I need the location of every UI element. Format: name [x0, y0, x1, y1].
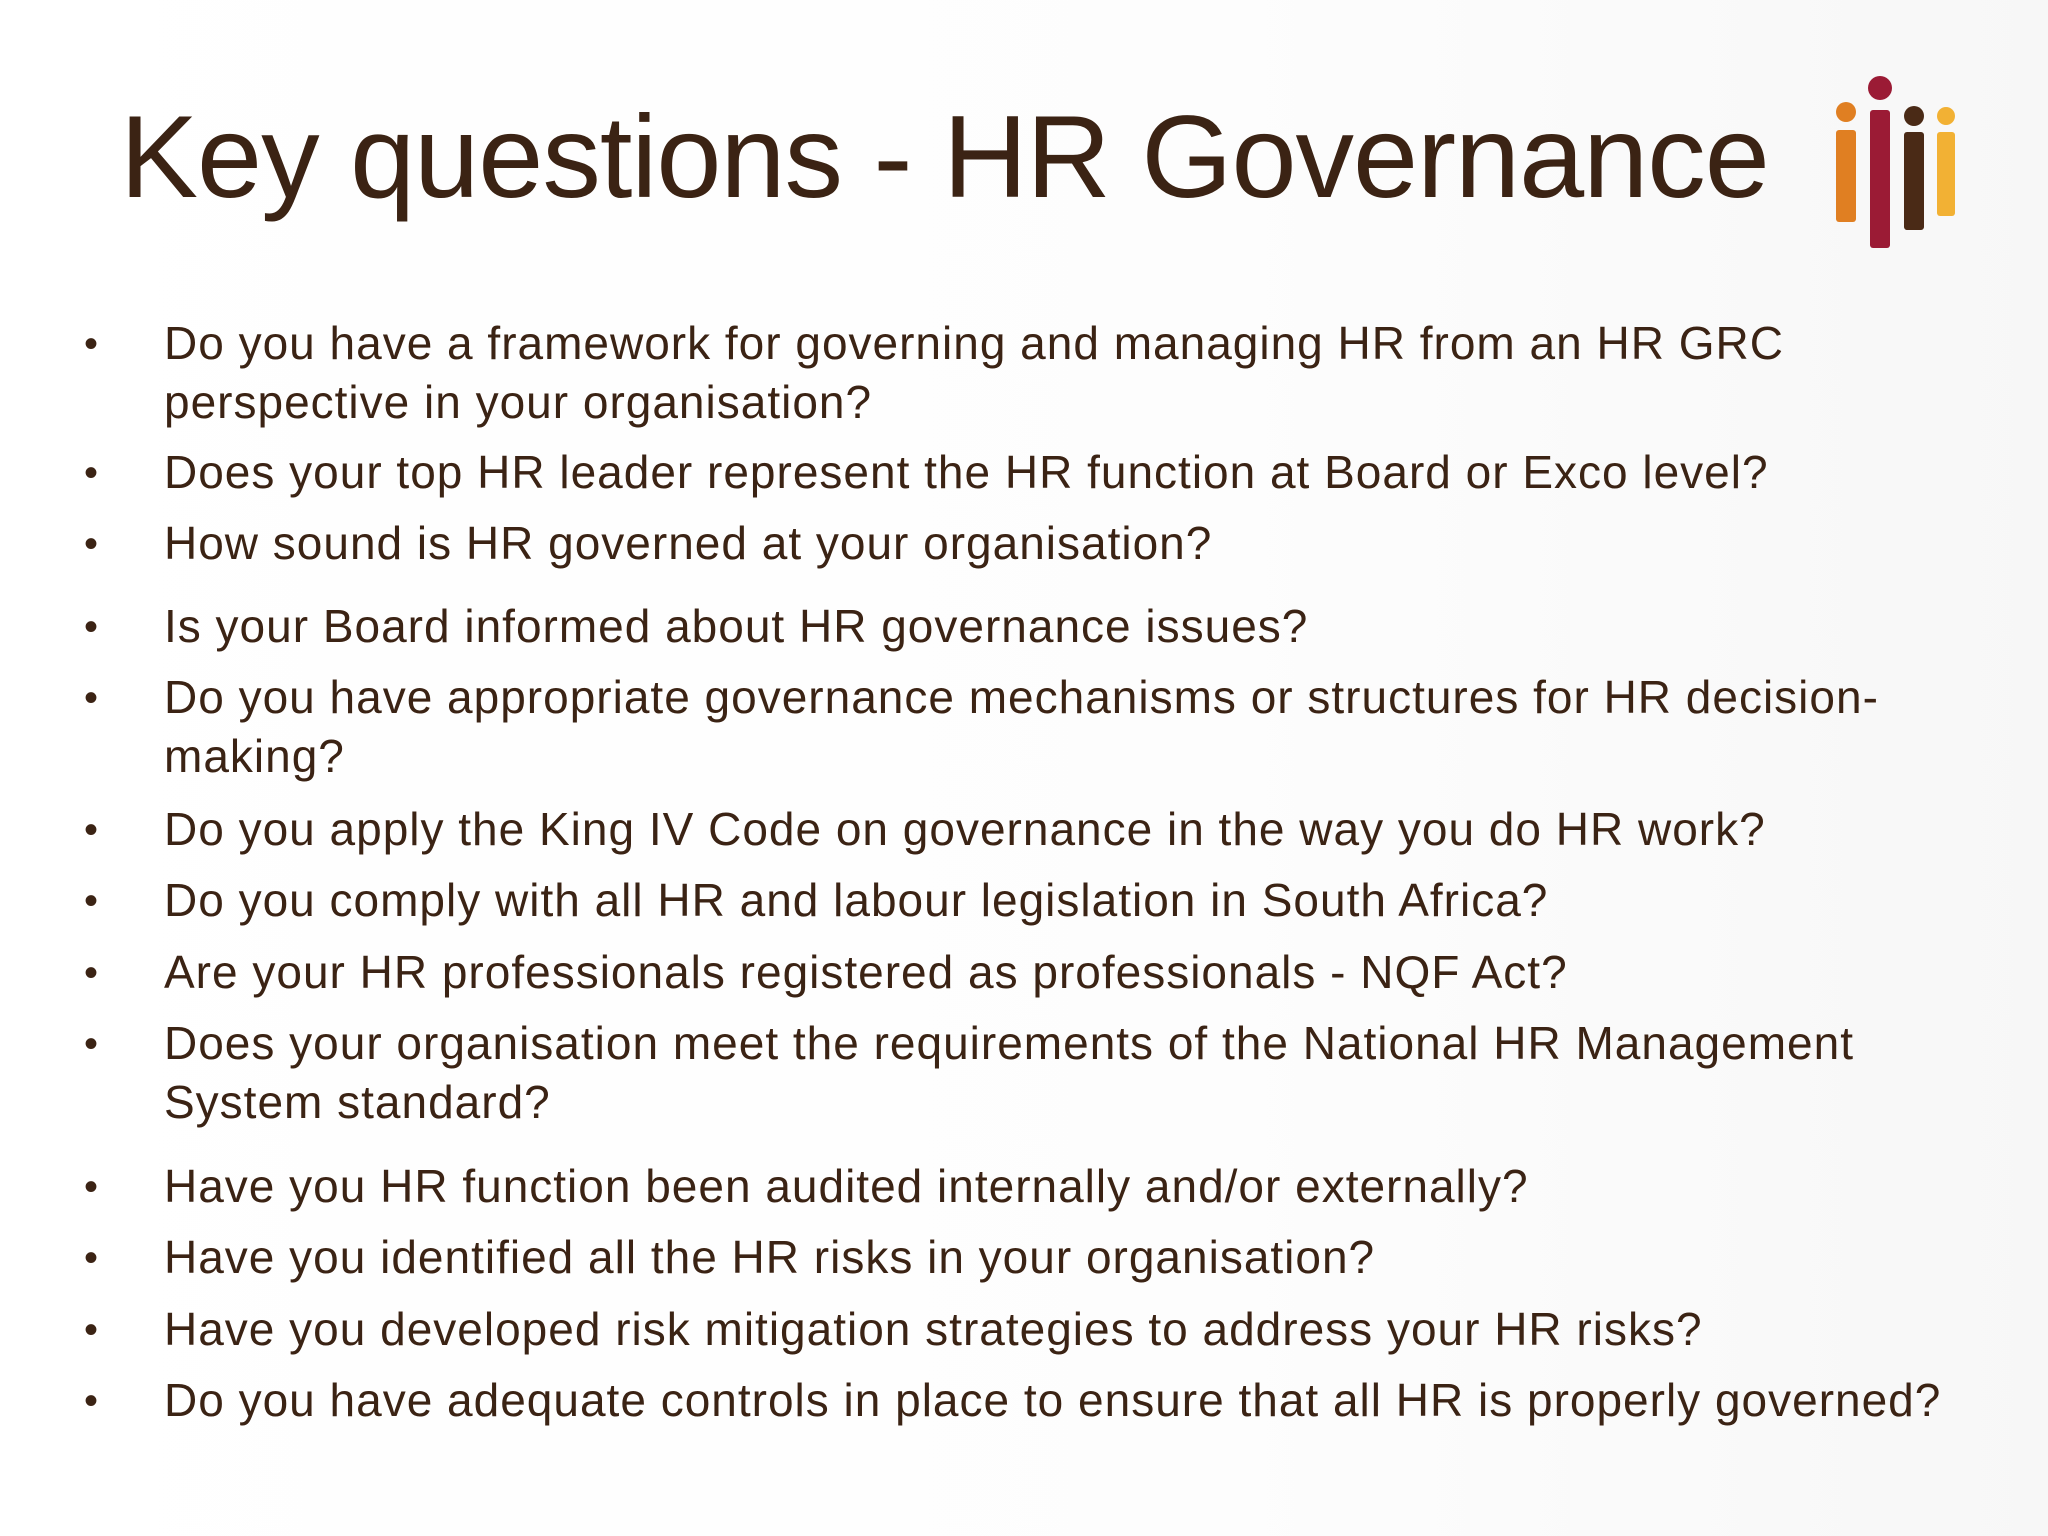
list-item-text: Does your organisation meet the requirements of the National HR Management System standard?: [164, 1017, 1854, 1128]
bullet-marker: •: [84, 1379, 99, 1423]
list-item-text: Have you HR function been audited internally and/or externally?: [164, 1160, 1529, 1212]
bullet-marker: •: [84, 1022, 99, 1066]
bullet-marker: •: [84, 522, 99, 566]
list-item-text: Do you have adequate controls in place to ensure that all HR is properly governed?: [164, 1374, 1942, 1426]
list-item-text: Are your HR professionals registered as professionals - NQF Act?: [164, 946, 1568, 998]
list-item-text: Does your top HR leader represent the HR function at Board or Exco level?: [164, 446, 1769, 498]
list-item-text: Do you apply the King IV Code on governance in the way you do HR work?: [164, 803, 1766, 855]
list-item-text: Do you have appropriate governance mechanisms or structures for HR decision-making?: [164, 671, 1879, 782]
bullet-marker: •: [84, 1236, 99, 1280]
bullet-marker: •: [84, 879, 99, 923]
list-item-text: Have you identified all the HR risks in your organisation?: [164, 1231, 1376, 1283]
list-item-text: Have you developed risk mitigation strategies to address your HR risks?: [164, 1303, 1703, 1355]
list-item-text: Is your Board informed about HR governance issues?: [164, 600, 1309, 652]
bullet-marker: •: [84, 605, 99, 649]
list-item-text: Do you comply with all HR and labour legislation in South Africa?: [164, 874, 1549, 926]
bullet-marker: •: [84, 322, 99, 366]
iiii-brand-logo-icon: [1826, 74, 1966, 250]
slide-title: Key questions - HR Governance: [120, 91, 1769, 222]
list-item-text: Do you have a framework for governing and managing HR from an HR GRC perspective in your organisation?: [164, 317, 1784, 428]
bullet-marker: •: [84, 451, 99, 495]
bullet-marker: •: [84, 808, 99, 852]
bullet-marker: •: [84, 1308, 99, 1352]
list-item-text: How sound is HR governed at your organisation?: [164, 517, 1213, 569]
bullet-marker: •: [84, 676, 99, 720]
bullet-marker: •: [84, 1165, 99, 1209]
bullet-marker: •: [84, 951, 99, 995]
